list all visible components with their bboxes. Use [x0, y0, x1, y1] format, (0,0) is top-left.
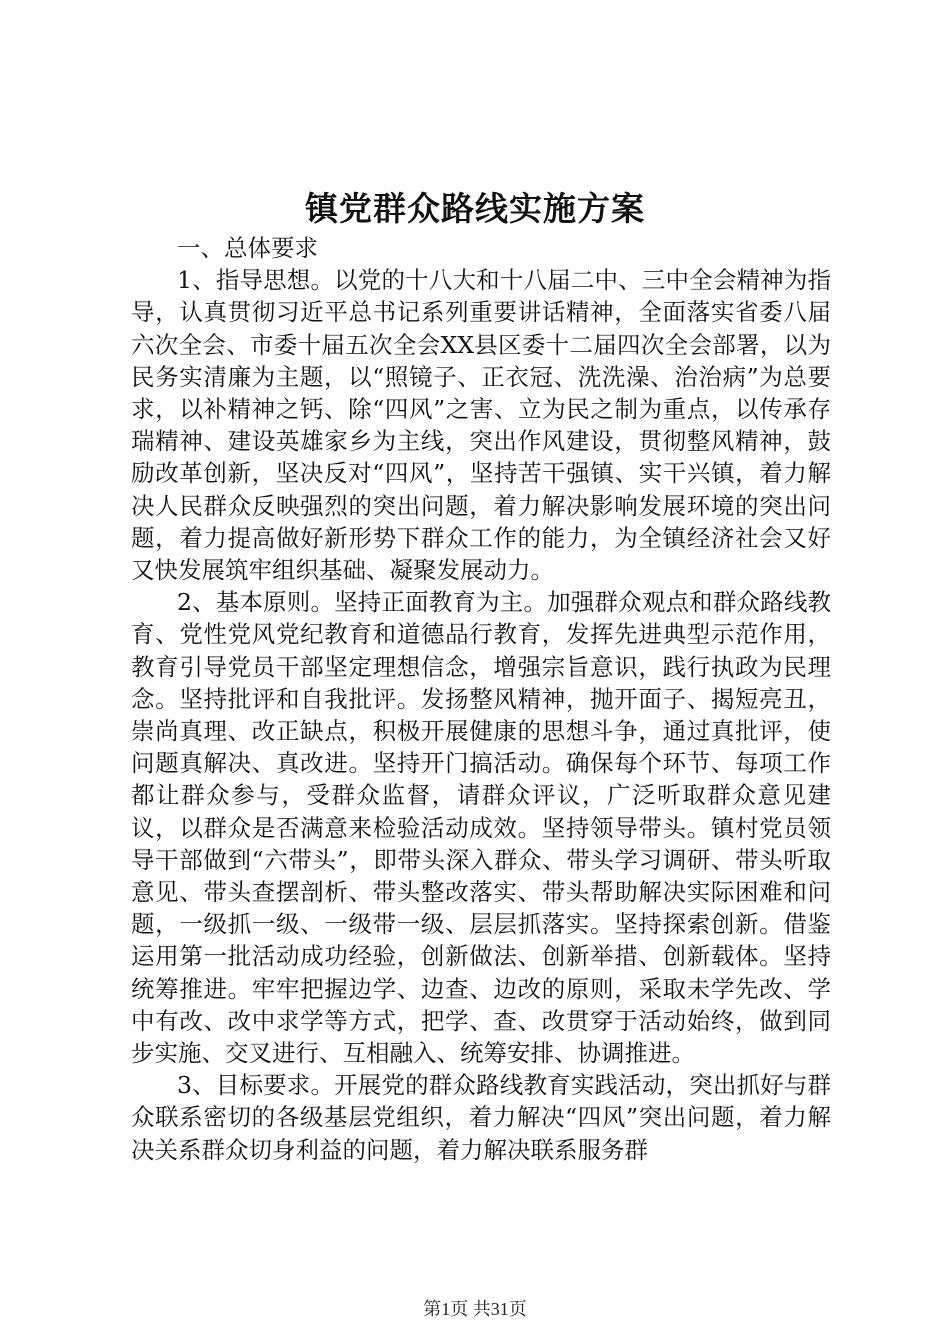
section-heading: 一、总体要求: [177, 234, 318, 262]
paragraph-guiding-ideology: 1、指导思想。以党的十八大和十八届二中、三中全会精神为指导，认真贯彻习近平总书记系列重要讲话精神，全面落实省委八届六次全会、市委十届五次全会XX县区委十二届四次全会部署，以为民务实清廉为主题，以“照镜子、正衣冠、洗洗澡、治治病”为总要求，以补精神之钙、除“四风”之害、立为民之制为重点，以传承存瑞精神、建设英雄家乡为主线，突出作风建设，贯彻整风精神，鼓励改革创新，坚决反对“四风”，坚持苦干强镇、实干兴镇，着力解决人民群众反映强烈的突出问题，着力解决影响发展环境的突出问题，着力提高做好新形势下群众工作的能力，为全镇经济社会又好又快发展筑牢组织基础、凝聚发展动力。: [131, 266, 831, 585]
document-body: [131, 232, 831, 1166]
paragraph-basic-principles: 2、基本原则。坚持正面教育为主。加强群众观点和群众路线教育、党性党风党纪教育和道德品行教育，发挥先进典型示范作用，教育引导党员干部坚定理想信念，增强宗旨意识，践行执政为民理念。坚持批评和自我批评。发扬整风精神，抛开面子、揭短亮丑，崇尚真理、改正缺点，积极开展健康的思想斗争，通过真批评，使问题真解决、真改进。坚持开门搞活动。确保每个环节、每项工作都让群众参与，受群众监督，请群众评议，广泛听取群众意见建议，以群众是否满意来检验活动成效。坚持领导带头。镇村党员领导干部做到“六带头”，即带头深入群众、带头学习调研、带头听取意见、带头查摆剖析、带头整改落实、带头帮助解决实际困难和问题，一级抓一级、一级带一级、层层抓落实。坚持探索创新。借鉴运用第一批活动成功经验，创新做法、创新举措、创新载体。坚持统筹推进。牢牢把握边学、边查、边改的原则，采取未学先改、学中有改、改中求学等方式，把学、查、改贯穿于活动始终，做到同步实施、交叉进行、互相融入、统筹安排、协调推进。: [131, 588, 831, 1068]
paragraph-target-requirements: 3、目标要求。开展党的群众路线教育实践活动，突出抓好与群众联系密切的各级基层党组织，着力解决“四风”突出问题，着力解决关系群众切身利益的问题，着力解决联系服务群: [131, 1071, 831, 1164]
page-number-footer: 第1页 共31页: [423, 1299, 527, 1319]
document-title: 镇党群众路线实施方案: [305, 189, 645, 228]
